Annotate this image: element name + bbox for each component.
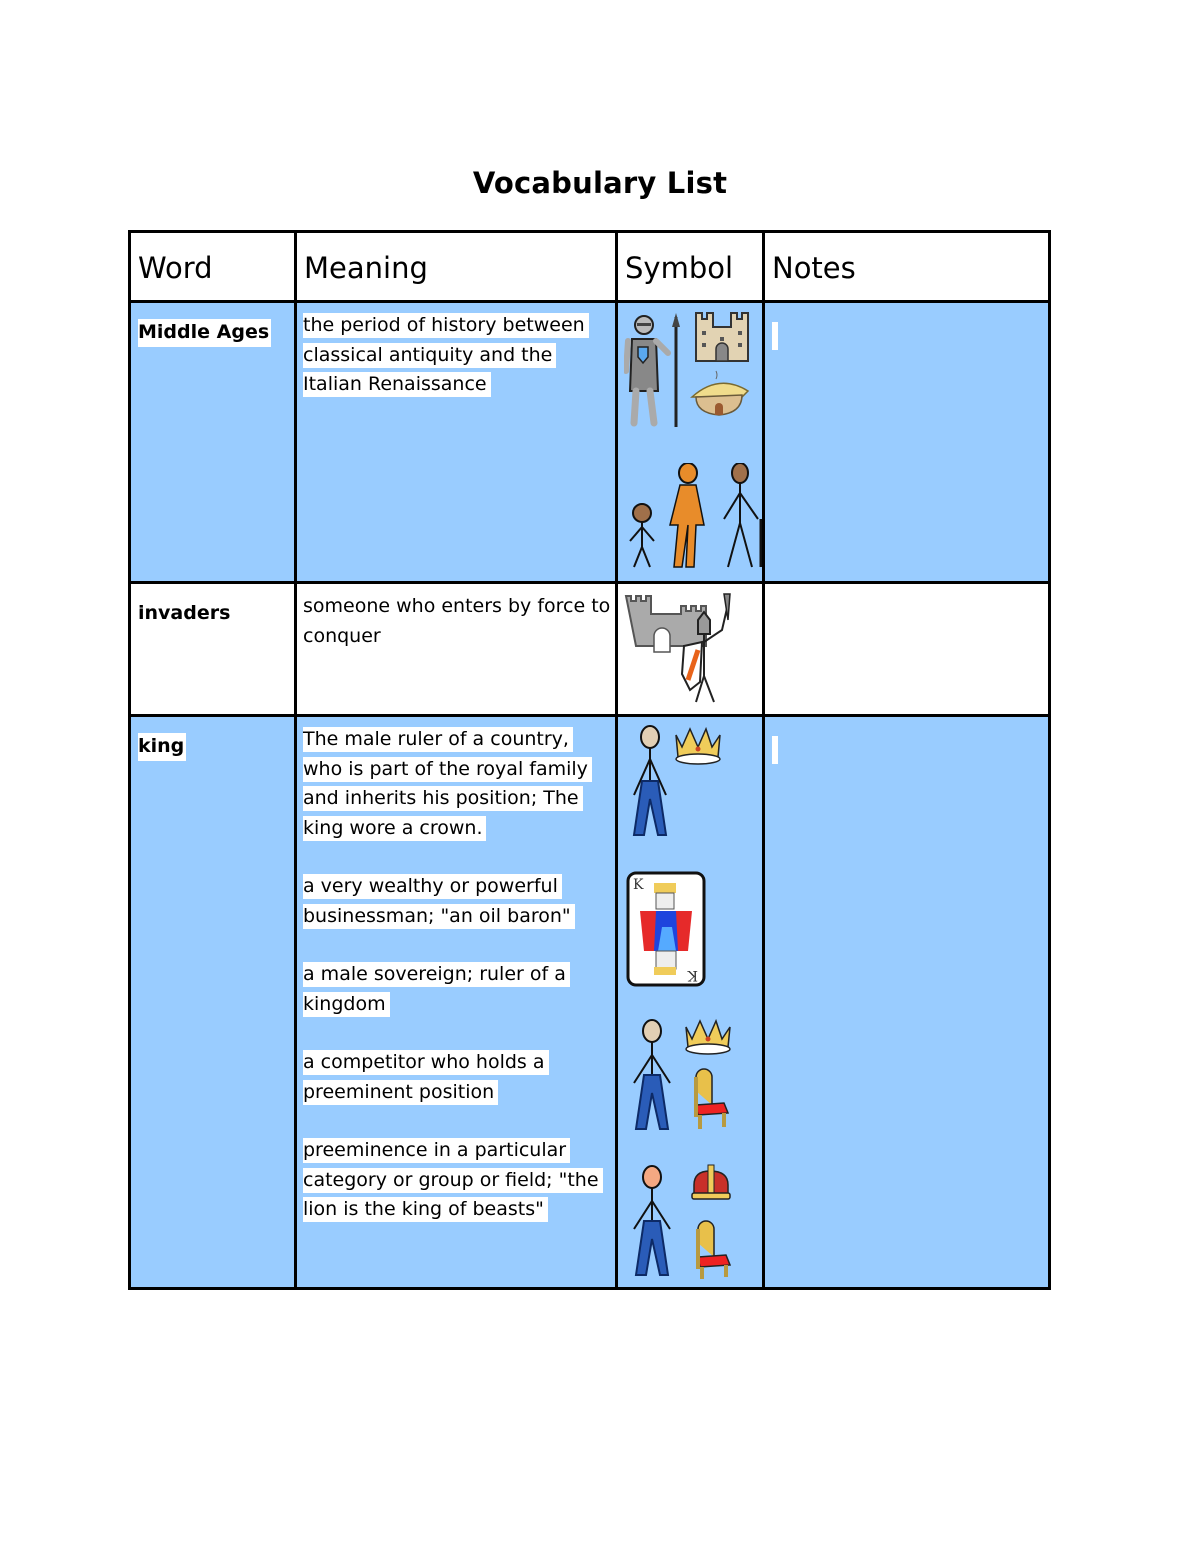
castle-icon xyxy=(694,311,750,363)
column-header-symbol: Symbol xyxy=(617,232,764,302)
meaning-text: preeminence in a particular category or group or field; "the lion is the king of beasts" xyxy=(303,1138,603,1222)
svg-text:K: K xyxy=(687,967,698,983)
king-playing-card-icon xyxy=(626,871,708,989)
symbol-cell xyxy=(617,716,764,1289)
word-cell[interactable] xyxy=(130,583,296,716)
man-with-crown-icon xyxy=(624,723,734,841)
meaning-text: a male sovereign; ruler of a kingdom xyxy=(303,962,570,1017)
notes-cell[interactable] xyxy=(764,716,1050,1289)
table-header-row xyxy=(130,232,1050,302)
family-icon xyxy=(622,463,762,573)
column-header-word: Word xyxy=(130,232,296,302)
hut-icon xyxy=(686,369,752,417)
table-row xyxy=(130,302,1050,583)
castle-invader-icon xyxy=(624,590,744,710)
word-text: king xyxy=(138,733,186,761)
symbol-cell xyxy=(617,583,764,716)
table-row xyxy=(130,716,1050,1289)
meaning-cell[interactable] xyxy=(296,583,617,716)
meaning-text: The male ruler of a country, who is part of the royal family and inherits his position; The king wore a crown. xyxy=(303,727,592,841)
meaning-cell[interactable] xyxy=(296,716,617,1289)
meaning-text: a competitor who holds a preeminent position xyxy=(303,1050,549,1105)
notes-cell[interactable] xyxy=(764,302,1050,583)
svg-text:K: K xyxy=(633,877,644,893)
column-header-meaning: Meaning xyxy=(296,232,617,302)
page-title: Vocabulary List xyxy=(472,166,728,200)
word-text: Middle Ages xyxy=(138,319,271,347)
notes-cell[interactable] xyxy=(764,583,1050,716)
meaning-cell[interactable] xyxy=(296,302,617,583)
symbol-cell xyxy=(617,302,764,583)
column-header-notes: Notes xyxy=(764,232,1050,302)
meaning-text: someone who enters by force to conquer xyxy=(303,595,611,647)
text-cursor xyxy=(772,322,778,350)
meaning-text: a very wealthy or powerful businessman; "an oil baron" xyxy=(303,874,575,929)
text-cursor xyxy=(772,736,778,764)
word-cell[interactable] xyxy=(130,302,296,583)
man-crown-throne-icon xyxy=(624,1017,744,1135)
knight-icon xyxy=(624,311,686,429)
word-text: invaders xyxy=(138,600,232,628)
vocabulary-table xyxy=(128,230,1051,1290)
word-cell[interactable] xyxy=(130,716,296,1289)
meaning-text: the period of history between classical antiquity and the Italian Renaissance xyxy=(303,313,589,397)
table-row xyxy=(130,583,1050,716)
man-royal-crown-throne-icon xyxy=(624,1163,744,1281)
